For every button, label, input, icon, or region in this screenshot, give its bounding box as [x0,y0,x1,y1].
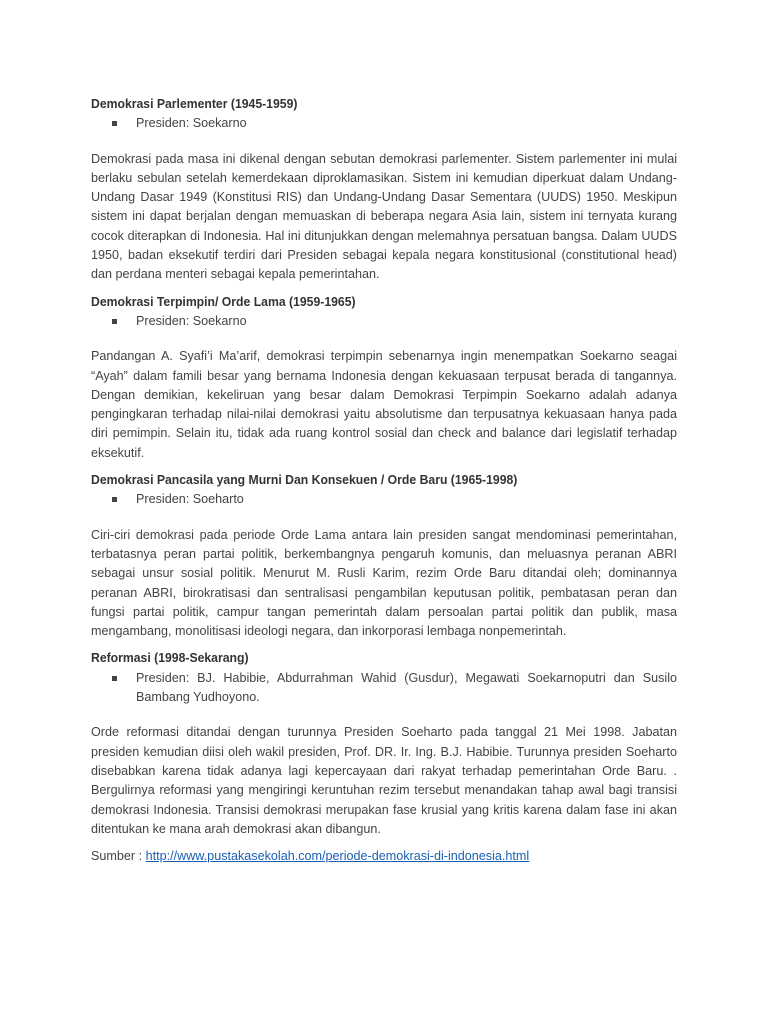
president-text: Presiden: BJ. Habibie, Abdurrahman Wahid (Gusdur), Megawati Soekarnoputri dan Susilo Bambang Yudhoyono. [136,670,677,705]
president-text: Presiden: Soekarno [136,116,247,131]
president-list [91,490,677,509]
section-orde-baru [91,471,677,641]
president-list [91,114,677,133]
section-parlementer [91,95,677,285]
president-item [136,114,677,133]
source-link[interactable]: http://www.pustakasekolah.com/periode-demokrasi-di-indonesia.html [145,849,530,864]
section-heading: Demokrasi Parlementer (1945-1959) [91,97,298,111]
president-item [136,490,677,509]
president-item [136,312,677,331]
bullet-icon [112,121,117,126]
president-text: Presiden: Soekarno [136,313,247,328]
bullet-icon [112,676,117,681]
president-list [91,669,677,708]
section-paragraph: Demokrasi pada masa ini dikenal dengan sebutan demokrasi parlementer. Sistem parlementer ini mulai berlaku sebulan setelah kemerdekaan diproklamasikan. Sistem ini kemudian diperkuat dalam Undang-Undang Dasar 1949 (Konstitusi RIS) dan Undang-Undang Dasar Sementara (UUDS) 1950. Meskipun sistem ini dapat berjalan dengan memuaskan di beberapa negara Asia lain, sistem ini ternyata kurang cocok diterapkan di Indonesia. Hal ini ditunjukkan dengan melemahnya persatuan bangsa. Dalam UUDS 1950, badan eksekutif terdiri dari Presiden sebagai kepala negara konstitusional (constitutional head) dan perdana menteri sebagai kepala pemerintahan. [91,151,677,282]
source-line [91,847,677,866]
section-reformasi [91,649,677,839]
bullet-icon [112,319,117,324]
section-heading: Reformasi (1998-Sekarang) [91,651,249,666]
source-label: Sumber : [91,849,146,864]
section-paragraph: Orde reformasi ditandai dengan turunnya Presiden Soeharto pada tanggal 21 Mei 1998. Jabatan presiden kemudian diisi oleh wakil presiden, Prof. DR. Ir. Ing. B.J. Habibie. Turunnya presiden Soeharto disebabkan karena tidak adanya lagi kepercayaan dari rakyat terhadap pemerintahan Orde Baru. . Bergulirnya reformasi yang mengiringi keruntuhan rezim tersebut menandakan tahap awal bagi transisi demokrasi Indonesia. Transisi demokrasi merupakan fase krusial yang kritis karena dalam fase ini akan ditentukan ke mana arah demokrasi akan dibangun. [91,725,677,836]
section-terpimpin [91,293,677,463]
president-text: Presiden: Soeharto [136,492,244,507]
president-item [136,669,677,708]
bullet-icon [112,497,117,502]
section-heading: Demokrasi Terpimpin/ Orde Lama (1959-1965) [91,294,356,309]
document-content [91,95,677,874]
section-paragraph: Ciri-ciri demokrasi pada periode Orde Lama antara lain presiden sangat mendominasi pemerintahan, terbatasnya peran partai politik, berkembangnya pengaruh komunis, dan meluasnya peranan ABRI sebagai unsur sosial politik. Menurut M. Rusli Karim, rezim Orde Baru ditandai oleh; dominannya peranan ABRI, birokratisasi dan sentralisasi pengambilan keputusan politik, pembatasan peran dan fungsi partai politik, campur tangan pemerintah dalam persoalan partai politik dan publik, masa mengambang, monolitisasi ideologi negara, dan inkorporasi lembaga nonpemerintah. [91,527,677,639]
section-heading: Demokrasi Pancasila yang Murni Dan Konsekuen / Orde Baru (1965-1998) [91,473,518,488]
section-paragraph: Pandangan A. Syafi’i Ma’arif, demokrasi terpimpin sebenarnya ingin menempatkan Soekarno seagai “Ayah” dalam famili besar yang bernama Indonesia dengan kekuasaan terpusat berada di tangannya. Dengan demikian, kekeliruan yang besar dalam Demokrasi Terpimpin Soekarno adalah adanya pengingkaran terhadap nilai-nilai demokrasi yaitu absolutisme dan terpusatnya kekuasaan hanya pada diri pemimpin. Selain itu, tidak ada ruang kontrol sosial dan check and balance dari legislatif terhadap eksekutif. [91,349,677,460]
president-list [91,312,677,331]
